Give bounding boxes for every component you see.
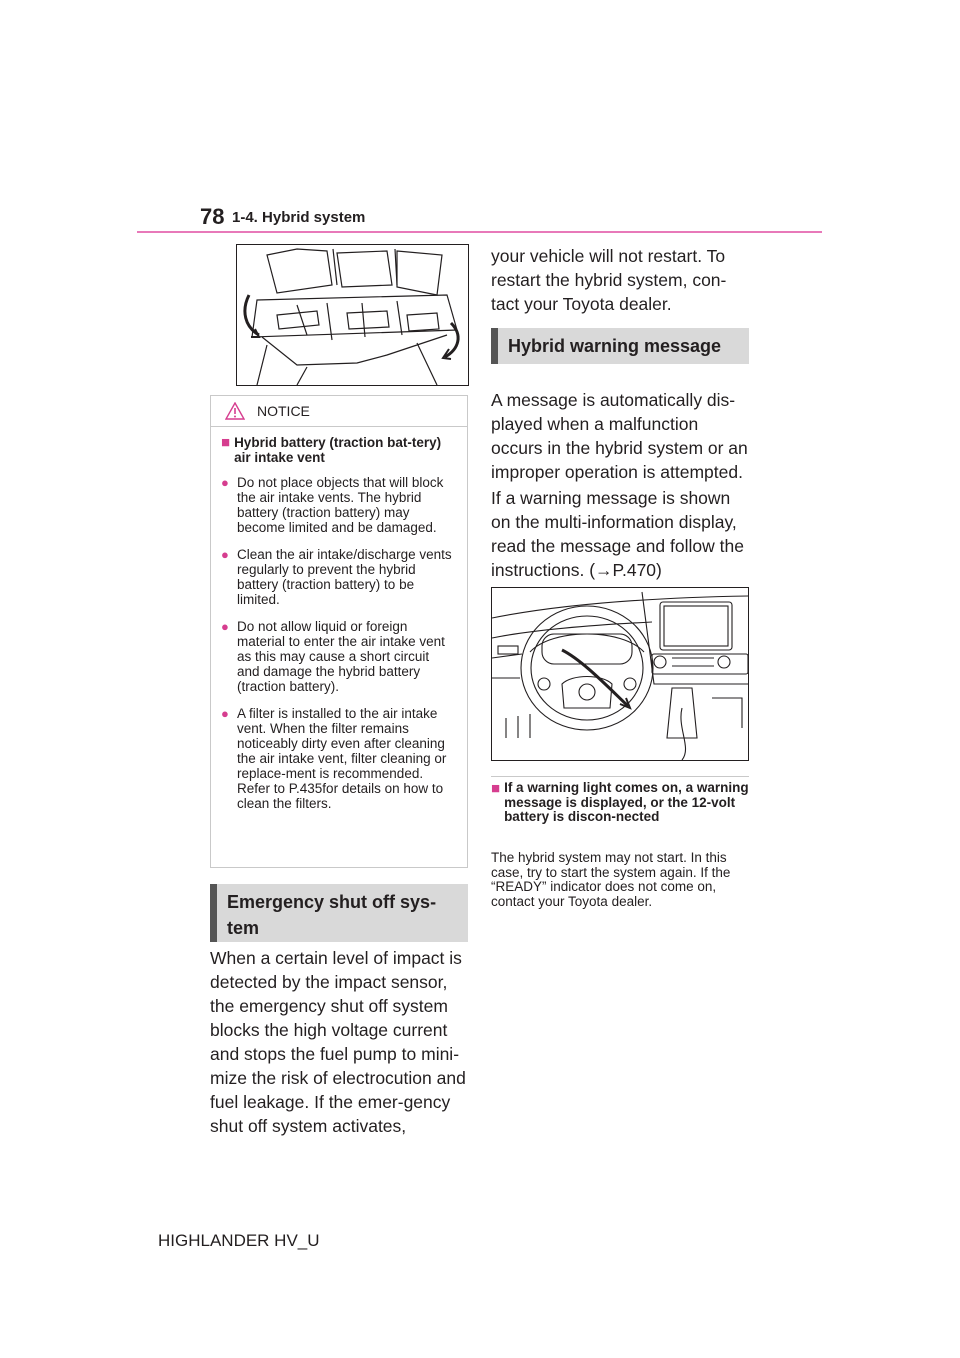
section-title: 1-4. Hybrid system xyxy=(232,209,366,226)
emergency-section-heading: Emergency shut off sys-tem xyxy=(210,884,468,942)
sub-rule xyxy=(491,776,749,777)
header-rule xyxy=(137,231,822,233)
sub-heading xyxy=(491,781,751,825)
page-number: 78 xyxy=(200,204,225,229)
square-icon: ■ xyxy=(491,780,501,797)
footer-model: HIGHLANDER HV_U xyxy=(158,1231,320,1250)
notice-item-text: Do not place objects that will block the air intake vents. The hybrid battery (traction battery) may become limited and be damaged. xyxy=(237,475,444,535)
warning-para-2: If a warning message is shown on the multi-information display, read the message and follow the instructions. (→P.470) xyxy=(491,488,744,580)
notice-item xyxy=(221,475,455,535)
hybrid-warning-heading: Hybrid warning message xyxy=(491,328,749,364)
square-icon: ■ xyxy=(221,434,231,451)
continuation-text: your vehicle will not restart. To restart the hybrid system, con-tact your Toyota dealer. xyxy=(491,246,727,314)
notice-item-text: Clean the air intake/discharge vents regularly to prevent the hybrid battery (traction battery) to be limited. xyxy=(237,547,452,607)
emergency-body: When a certain level of impact is detected by the impact sensor, the emergency shut off system blocks the high voltage current and stops the fuel pump to mini-mize the risk of electrocution and fuel leakage. If the emer-gency shut off system activates, xyxy=(210,948,466,1136)
sub-heading-text: If a warning light comes on, a warning message is displayed, or the 12-volt battery is discon-nected xyxy=(504,780,749,824)
dashboard-drawing xyxy=(492,588,748,760)
circle-bullet-icon: ● xyxy=(221,619,229,634)
notice-heading-text: Hybrid battery (traction bat-tery) air intake vent xyxy=(234,435,442,465)
notice-item xyxy=(221,547,455,607)
circle-bullet-icon: ● xyxy=(221,547,229,562)
rear-seat-drawing xyxy=(237,245,468,385)
notice-body xyxy=(211,435,467,811)
dashboard-illustration xyxy=(491,587,749,761)
notice-item xyxy=(221,619,455,694)
notice-heading xyxy=(221,435,455,465)
warning-para-1: A message is automatically dis-played when a malfunction occurs in the hybrid system or an improper operation is attempted. xyxy=(491,390,748,482)
notice-item-text: A filter is installed to the air intake vent. When the filter remains noticeably dirty even after cleaning the air intake vent, filter cleaning or replace-ment is recommended. Refer to P.435for details on how to clean the filters. xyxy=(237,706,447,811)
warning-triangle-icon xyxy=(225,402,245,420)
rear-seat-vent-illustration xyxy=(236,244,469,386)
notice-item-text: Do not allow liquid or foreign material to enter the air intake vent as this may cause a short circuit and damage the hybrid battery (traction battery). xyxy=(237,619,445,694)
notice-header xyxy=(211,396,467,427)
sub-body: The hybrid system may not start. In this case, try to start the system again. If the “READY” indicator does not come on, contact your Toyota dealer. xyxy=(491,850,731,909)
circle-bullet-icon: ● xyxy=(221,706,229,721)
notice-title: NOTICE xyxy=(257,403,310,419)
circle-bullet-icon: ● xyxy=(221,475,229,490)
notice-item xyxy=(221,706,455,811)
notice-box xyxy=(210,395,468,868)
